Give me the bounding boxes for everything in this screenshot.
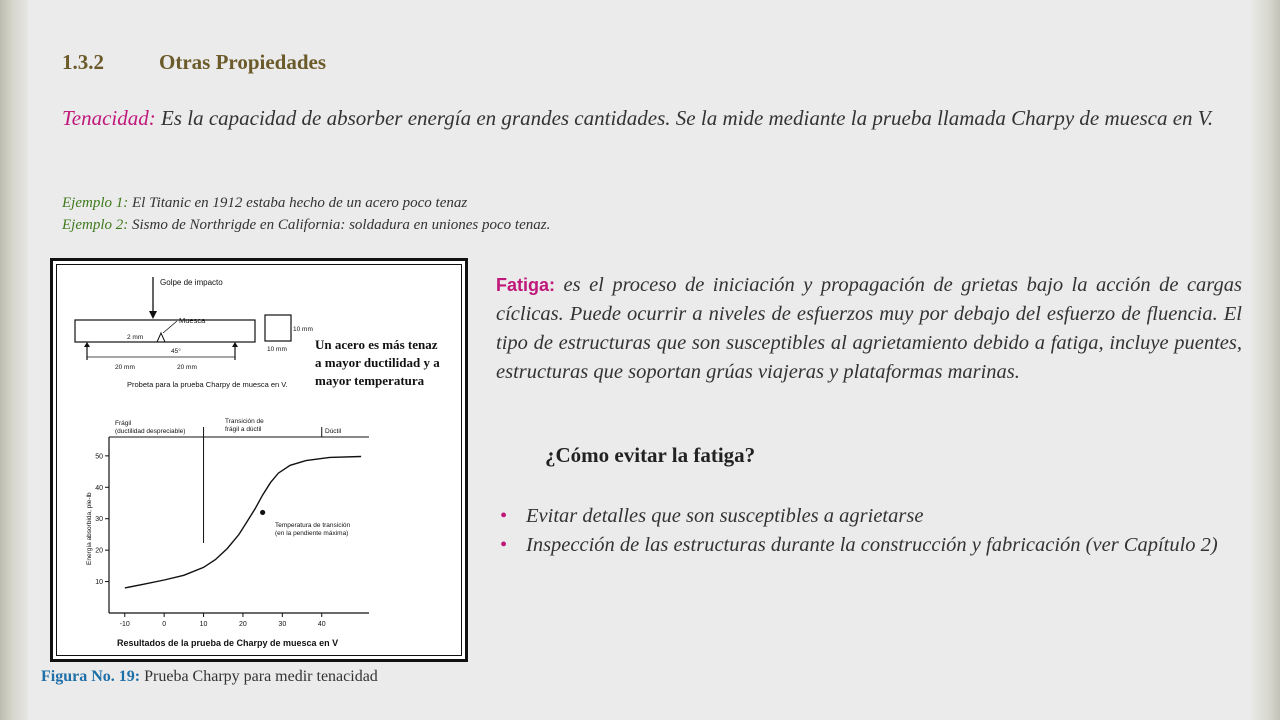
dim-10mm-b: 10 mm — [267, 346, 287, 353]
tenacidad-paragraph — [62, 104, 1222, 133]
x-tick-label: 30 — [278, 621, 287, 628]
support-right-head — [232, 342, 238, 347]
zone-transicion-2: frágil a dúctil — [225, 426, 262, 433]
example-1 — [62, 192, 550, 214]
charpy-figure — [50, 258, 468, 662]
y-tick-label: 20 — [95, 547, 103, 555]
section-number: 1.3.2 — [62, 50, 104, 74]
section-heading — [62, 50, 326, 75]
overlay-line-2: a mayor ductilidad y a — [315, 355, 440, 370]
y-tick-label: 40 — [95, 484, 103, 492]
dim-20mm-left: 20 mm — [115, 364, 135, 371]
tenacidad-term: Tenacidad: — [62, 106, 156, 130]
bullet-item — [500, 531, 1242, 560]
figure-caption-text: Prueba Charpy para medir tenacidad — [140, 668, 378, 685]
right-edge-decoration — [1252, 0, 1280, 720]
y-tick-label: 10 — [95, 579, 103, 587]
chart-caption: Resultados de la prueba de Charpy de muesca en V — [117, 638, 339, 648]
dim-2mm: 2 mm — [127, 334, 144, 341]
zone-ductil: Dúctil — [325, 428, 342, 435]
transition-label-2: (en la pendiente máxima) — [275, 530, 349, 537]
impact-label: Golpe de impacto — [160, 278, 223, 287]
fatigue-bullet-list — [500, 502, 1242, 560]
charpy-figure-inner — [56, 264, 462, 656]
section-title: Otras Propiedades — [159, 50, 327, 74]
bullet-dot-icon: • — [500, 534, 508, 556]
y-tick-label: 30 — [95, 516, 103, 524]
x-tick-label: 40 — [317, 621, 326, 628]
notch-shape — [157, 333, 165, 342]
fatiga-paragraph — [496, 271, 1242, 387]
chart-ylabel: Energía absorbida, pie-lb — [86, 492, 93, 565]
bullet-dot-icon: • — [500, 505, 508, 527]
cross-section — [265, 315, 291, 341]
impact-arrow-head — [149, 311, 157, 319]
left-edge-decoration — [0, 0, 28, 720]
example-1-label: Ejemplo 1 — [62, 195, 124, 211]
example-1-text: El Titanic en 1912 estaba hecho de un acero poco tenaz — [128, 195, 468, 211]
example-2-text: Sismo de Northrigde en California: soldadura en uniones poco tenaz. — [128, 217, 551, 233]
transition-point — [260, 510, 265, 515]
figure-caption-label: Figura No. 19: — [41, 668, 141, 685]
notch-pointer — [163, 321, 177, 333]
fatiga-text: es el proceso de iniciación y propagación de grietas bajo la acción de cargas cíclicas. Puede ocurrir a niveles de esfuerzos muy por debajo del esfuerzo de fluencia. El tipo de estructuras que son susceptibles al agrietamiento debido a fatiga, incluye puentes, estructuras que soportan grúas viajeras y plataformas marinas. — [496, 274, 1242, 383]
zone-transicion-1: Transición de — [225, 418, 264, 425]
example-2-label: Ejemplo 2 — [62, 217, 124, 233]
dim-20mm-right: 20 mm — [177, 364, 197, 371]
tenacidad-text: Es la capacidad de absorber energía en grandes cantidades. Se la mide mediante la prueba llamada Charpy de muesca en V. — [155, 106, 1214, 130]
x-tick-label: 20 — [239, 621, 247, 628]
transition-label-1: Temperatura de transición — [275, 522, 351, 529]
x-tick-label: -10 — [119, 621, 130, 628]
overlay-line-1: Un acero es más tenaz — [315, 337, 438, 352]
charpy-figure-svg — [57, 265, 461, 655]
example-2 — [62, 214, 550, 236]
x-tick-label: 0 — [162, 621, 167, 628]
x-tick-label: 10 — [199, 621, 208, 628]
examples-block — [62, 192, 550, 236]
fatiga-term: Fatiga: — [496, 275, 556, 295]
dim-45: 45° — [171, 348, 181, 355]
zone-fragil-1: Frágil — [115, 420, 132, 427]
notch-label: Muesca — [179, 316, 206, 325]
bullet-text: Inspección de las estructuras durante la construcción y fabricación (ver Capítulo 2) — [526, 534, 1218, 556]
bullet-text: Evitar detalles que son susceptibles a agrietarse — [526, 505, 924, 527]
specimen-caption: Probeta para la prueba Charpy de muesca en V. — [127, 380, 288, 389]
support-left-head — [84, 342, 90, 347]
dim-10mm: 10 mm — [293, 326, 313, 333]
overlay-line-3: mayor temperatura — [315, 373, 425, 388]
y-tick-label: 50 — [95, 453, 103, 461]
figure-caption — [41, 668, 378, 686]
example-2-sep: : — [123, 217, 129, 233]
example-1-sep: : — [123, 195, 129, 211]
zone-fragil-2: (ductilidad despreciable) — [115, 428, 186, 435]
bullet-item — [500, 502, 1242, 531]
fatigue-subheading: ¿Cómo evitar la fatiga? — [545, 443, 756, 467]
